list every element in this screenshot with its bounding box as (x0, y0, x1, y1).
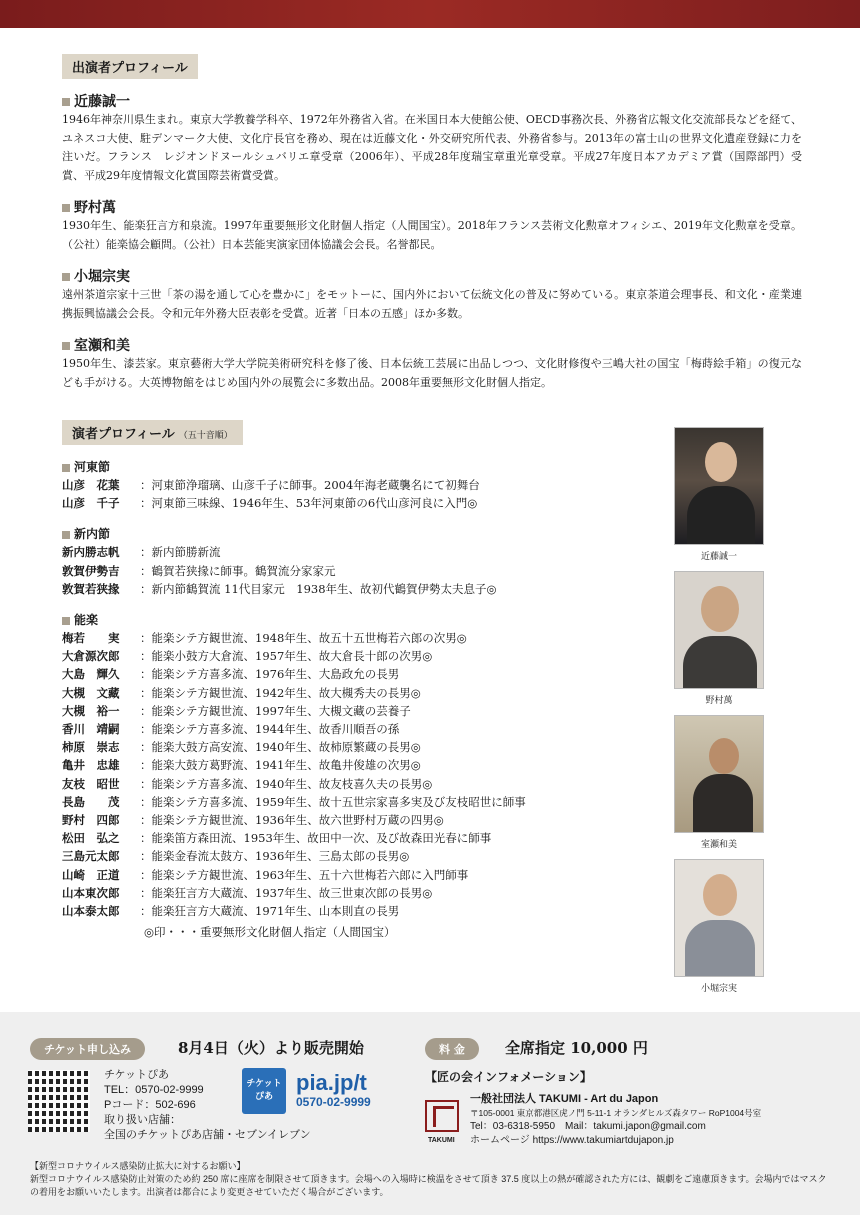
info-heading: 【匠の会インフォメーション】 (425, 1070, 592, 1084)
covid-heading: 【新型コロナウイルス感染防止拡大に対するお願い】 (30, 1161, 246, 1171)
photo-caption: 小堀宗実 (700, 984, 737, 994)
pia-name: チケットぴあ (104, 1069, 170, 1081)
performer-name: 香川 靖嗣 (62, 722, 120, 737)
profile-name: 小堀宗実 (74, 269, 130, 285)
legend-note: ◎印・・・重要無形文化財個人指定（人間国宝） (144, 925, 396, 940)
profile-kondo (62, 93, 802, 185)
performer-desc: ：能楽笛方森田流、1953年生、故田中一次、及び故森田光春に師事 (140, 831, 492, 846)
portrait-image (674, 859, 764, 977)
takumi-logo-icon (425, 1100, 459, 1132)
performer-name: 大槻 文藏 (62, 685, 120, 700)
photo-kondo (674, 427, 764, 562)
price-label: 料 金 (425, 1038, 479, 1060)
portrait-image (674, 715, 764, 833)
performer-desc: ：能楽シテ方観世流、1963年生、五十六世梅若六郎に入門師事 (140, 867, 469, 882)
performer-desc: ：新内節鶴賀流 11代目家元 1938年生、故初代鶴賀伊勢太夫息子◎ (140, 581, 497, 596)
pia-stores: 全国のチケットぴあ店舗・セブンイレブン (104, 1129, 311, 1141)
performer-name: 山彦 花葉 (62, 478, 120, 492)
profile-text: 遠州茶道宗家十三世「茶の湯を通して心を豊かに」をモットーに、国内外において伝統文化の普及に努めている。東京茶道会理事長、和文化・産業連携振興協議会会長。令和元年外務大臣表彰を受賞。近著「日本の五感」ほか多数。 (62, 288, 802, 320)
performer-name: 山崎 正道 (62, 867, 120, 882)
pia-tel: TEL：0570-02-9999 (104, 1084, 204, 1096)
profile-name: 室瀬和美 (74, 338, 130, 354)
performer-desc: ：能楽シテ方喜多流、1976年生、大島政允の長男 (140, 667, 400, 682)
performer-name: 大槻 裕一 (62, 703, 120, 718)
profile-name: 近藤誠一 (74, 94, 130, 110)
org-name: 一般社団法人 TAKUMI - Art du Japon (470, 1093, 659, 1105)
performer-name: 敦賀若狭掾 (62, 581, 120, 596)
profile-text: 1950年生、漆芸家。東京藝術大学大学院美術研究科を修了後、日本伝統工芸展に出品しつつ、文化財修復や三嶋大社の国宝「梅蒔絵手箱」の復元なども手がける。大英博物館をはじめ国内外の展覧会に多数出品。2008年重要無形文化財個人指定。 (62, 357, 802, 389)
profile-nomura (62, 199, 802, 254)
performer-name: 新内勝志帆 (62, 545, 120, 560)
org-info (470, 1092, 761, 1148)
performer-desc: ：能楽シテ方喜多流、1940年生、故友枝喜久夫の長男◎ (140, 776, 433, 791)
group-name: 新内節 (74, 527, 111, 542)
performer-name: 三島元太郎 (62, 849, 120, 864)
profile-murose (62, 337, 802, 392)
bullet-icon (62, 464, 70, 472)
pia-url-tel: 0570-02-9999 (296, 1095, 371, 1109)
profile-name: 野村萬 (74, 200, 116, 216)
pia-logo: チケットぴあ (242, 1068, 286, 1114)
performer-desc: ：能楽シテ方観世流、1948年生、故五十五世梅若六郎の次男◎ (140, 631, 467, 646)
group-name: 河東節 (74, 460, 111, 474)
profile-kobori (62, 268, 802, 323)
performer-name: 大倉源次郎 (62, 649, 120, 664)
performer-desc: ：新内節勝新流 (140, 545, 221, 560)
pia-url[interactable]: pia.jp/t (296, 1070, 367, 1095)
ticket-label: チケット申し込み (30, 1038, 145, 1060)
performer-desc: ：能楽小鼓方大倉流、1957年生、故大倉長十郎の次男◎ (140, 649, 433, 664)
logo-text: TAKUMI (428, 1137, 455, 1144)
performer-desc: ：鶴賀若狭掾に師事。鶴賀流分家家元 (140, 563, 336, 578)
portrait-image (674, 427, 764, 545)
performer-name: 山本東次郎 (62, 885, 120, 900)
performer-name: 梅若 実 (62, 631, 120, 646)
performer-desc: ：能楽大鼓方葛野流、1941年生、故亀井俊雄の次男◎ (140, 758, 421, 773)
org-address: 〒105-0001 東京都港区虎ノ門 5-11-1 オランダヒルズ森タワー RoP1004号室 (470, 1108, 762, 1118)
profile-text: 1930年生、能楽狂言方和泉流。1997年重要無形文化財個人指定（人間国宝）。2018年フランス芸術文化勲章オフィシエ、2019年文化勲章を受章。（公社）能楽協会顧問。（公社）日本芸能実演家団体協議会会長。名誉都民。 (62, 219, 802, 251)
bullet-icon (62, 273, 70, 281)
performer-desc: ：能楽シテ方喜多流、1944年生、故香川順吾の孫 (140, 722, 400, 737)
qr-code[interactable] (28, 1070, 90, 1132)
section-title-performers (62, 420, 243, 445)
performer-desc: ：河東節浄瑠璃、山彦千子に師事。2004年海老蔵襲名にて初舞台 (140, 478, 480, 492)
org-contact[interactable]: Tel：03-6318-5950 Mail：takumi.japon@gmail.com (470, 1121, 706, 1132)
price-value: 全席指定 10,000 円 (505, 1039, 648, 1057)
performer-name: 長島 茂 (62, 794, 120, 809)
portrait-image (674, 571, 764, 689)
performer-desc: ：能楽狂言方大蔵流、1937年生、故三世東次郎の長男◎ (140, 885, 433, 900)
section-title-cast-profile: 出演者プロフィール (62, 54, 198, 79)
pia-pcode: Pコード：502-696 (104, 1099, 196, 1111)
performer-desc: ：能楽大鼓方高安流、1940年生、故柿原繁蔵の長男◎ (140, 740, 421, 755)
performer-name: 友枝 昭世 (62, 776, 120, 791)
performer-name: 松田 弘之 (62, 831, 120, 846)
photo-kobori (674, 859, 764, 994)
bullet-icon (62, 342, 70, 350)
group-name: 能楽 (74, 613, 99, 628)
section-title-sub: （五十音順） (178, 431, 233, 441)
bullet-icon (62, 531, 70, 539)
performer-desc: ：河東節三味線、1946年生、53年河東節の6代山彦河良に入門◎ (140, 496, 478, 511)
sale-start: 8月4日（火）より販売開始 (178, 1039, 364, 1057)
performer-desc: ：能楽狂言方大蔵流、1971年生、山本則直の長男 (140, 904, 400, 919)
covid-text: 新型コロナウイルス感染防止対策のため約 250 席に座席を制限させて頂きます。会場への入場時に検温をさせて頂き 37.5 度以上の熱が確認された方には、観劇をご遠慮頂きます。会場内ではマスクの着用をお願いいたします。出演者は都合により変更させていただく場合がございます。 (30, 1174, 827, 1197)
performer-desc: ：能楽シテ方観世流、1997年生、大槻文藏の芸養子 (140, 703, 411, 718)
photo-caption: 室瀬和美 (700, 840, 737, 850)
photo-murose (674, 715, 764, 850)
bullet-icon (62, 98, 70, 106)
performer-name: 野村 四郎 (62, 813, 120, 828)
section-title-text: 演者プロフィール (72, 427, 175, 442)
covid-notice (30, 1160, 830, 1199)
performer-name: 大島 輝久 (62, 667, 120, 682)
photo-caption: 野村萬 (705, 696, 733, 706)
pia-store-label: 取り扱い店舗： (104, 1114, 181, 1126)
photo-nomura (674, 571, 764, 706)
performer-name: 亀井 忠雄 (62, 758, 120, 773)
org-website[interactable]: ホームページ https://www.takumiartdujapon.jp (470, 1135, 674, 1146)
bullet-icon (62, 617, 70, 625)
top-banner (0, 0, 860, 28)
profile-text: 1946年神奈川県生まれ。東京大学教養学科卒、1972年外務省入省。在米国日本大使館公使、OECD事務次長、外務省広報文化交流部長などを経て、ユネスコ大使、駐デンマーク大使、文化庁長官を務め、現在は近藤文化・外交研究所代表、外務省参与。2013年の富士山の世界文化遺産登録に力を注いだ。フランス レジオンドヌールシュバリエ章受章（2006年）、平成28年度瑞宝章重光章受章。平成27年度日本アカデミア賞（国際部門）受賞、平成29年度情報文化賞国際芸術賞受賞。 (62, 113, 802, 182)
performer-desc: ：能楽シテ方喜多流、1959年生、故十五世宗家喜多実及び友枝昭世に師事 (140, 794, 526, 809)
performer-desc: ：能楽金春流太鼓方、1936年生、三島太郎の長男◎ (140, 849, 410, 864)
performer-desc: ：能楽シテ方観世流、1942年生、故大槻秀夫の長男◎ (140, 685, 421, 700)
performer-name: 山本泰太郎 (62, 904, 120, 919)
performer-name: 柿原 崇志 (62, 740, 120, 755)
footer-ticket-info (0, 1012, 860, 1215)
photo-caption: 近藤誠一 (700, 552, 737, 562)
performer-name: 敦賀伊勢吉 (62, 563, 120, 578)
bullet-icon (62, 204, 70, 212)
performer-desc: ：能楽シテ方観世流、1936年生、故六世野村万蔵の四男◎ (140, 813, 444, 828)
performer-name: 山彦 千子 (62, 496, 120, 511)
